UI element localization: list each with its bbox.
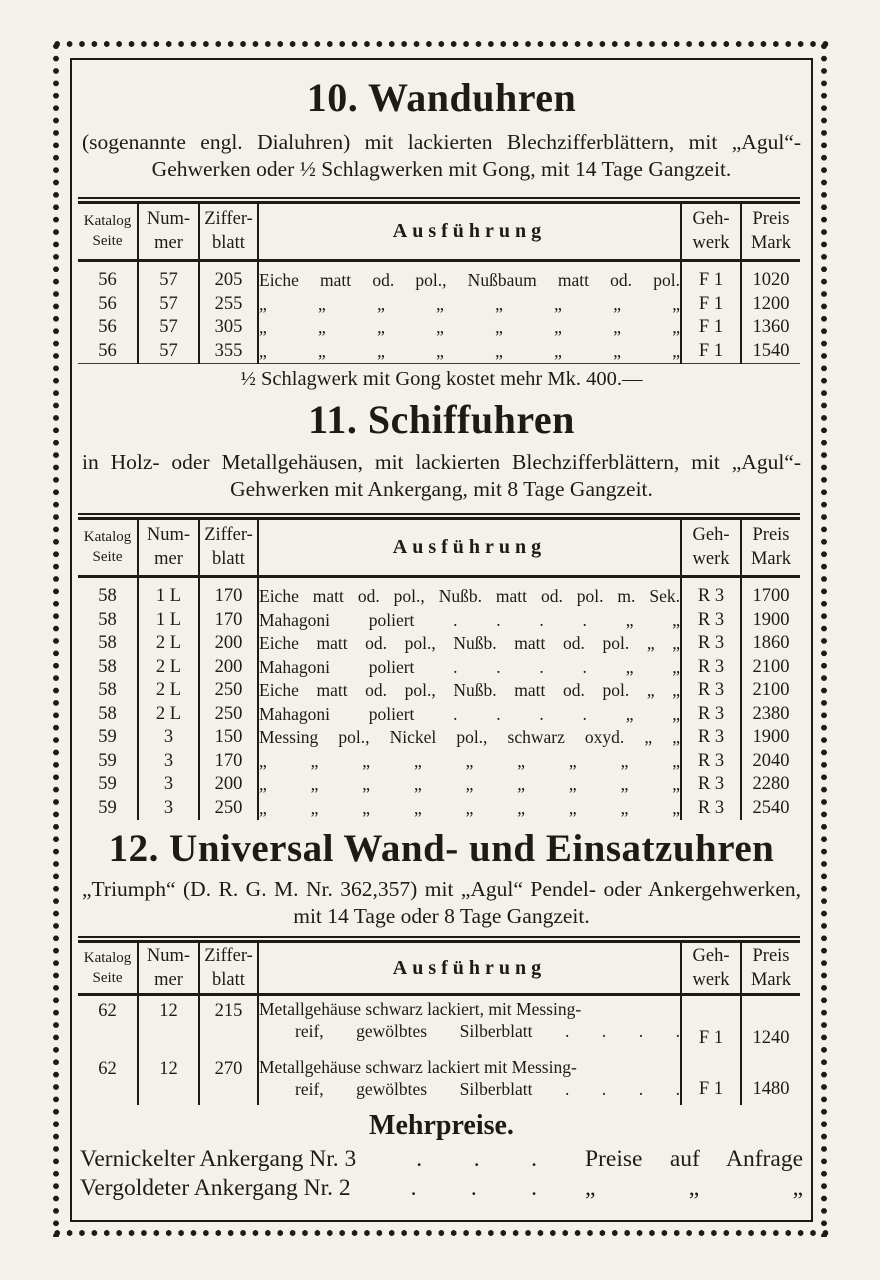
cell-preis-mark: 1860 — [741, 632, 800, 656]
section-11-intro: in Holz- oder Metallgehäusen, mit lackierten Blechzifferblättern, mit „Agul“-Gehwerken mit Ankergang, mit 8 Tage Gangzeit. — [82, 449, 801, 501]
cell-katalog-seite: 58 — [98, 656, 117, 677]
cell-katalog-seite: 58 — [98, 633, 117, 654]
cell-ausfuehrung — [258, 576, 681, 608]
cell-preis-mark: 1200 — [741, 292, 800, 316]
ausfuehrung-line: Metallgehäuse schwarz lackiert mit Messing- — [259, 1057, 577, 1078]
cell-gehwerk: R 3 — [681, 749, 741, 773]
table-row — [78, 655, 800, 679]
mehrpreise-line — [78, 1175, 805, 1201]
cell-nummer: 57 — [138, 292, 199, 316]
table-row — [78, 726, 800, 750]
col-header-gehwerk: Geh- werk — [681, 204, 741, 261]
cell-gehwerk: F 1 — [681, 260, 741, 292]
table-row — [78, 576, 800, 608]
cell-preis-mark: 1480 — [741, 1054, 800, 1105]
cell-nummer: 2 L — [138, 655, 199, 679]
cell-nummer: 1 L — [138, 608, 199, 632]
cell-zifferblatt: 170 — [199, 608, 258, 632]
cell-gehwerk: F 1 — [681, 292, 741, 316]
table-row — [78, 1054, 800, 1105]
cell-ausfuehrung — [258, 655, 681, 679]
cell-katalog-seite: 56 — [98, 293, 117, 314]
mehrpreise-line — [78, 1146, 805, 1172]
cell-preis-mark: 2280 — [741, 773, 800, 797]
table-row — [78, 339, 800, 363]
table-row — [78, 608, 800, 632]
cell-katalog-seite: 56 — [98, 317, 117, 338]
cell-zifferblatt: 355 — [199, 339, 258, 363]
cell-gehwerk: R 3 — [681, 702, 741, 726]
cell-nummer: 3 — [138, 773, 199, 797]
cell-ausfuehrung — [258, 726, 681, 750]
section-11-title: 11. Schiffuhren — [308, 396, 575, 442]
ausfuehrung-text: Eiche matt od. pol., Nußb. matt od. pol. m. Sek. — [259, 586, 680, 607]
cell-gehwerk: F 1 — [681, 316, 741, 340]
cell-ausfuehrung — [258, 316, 681, 340]
col-header-nummer: Num- mer — [138, 943, 199, 995]
cell-zifferblatt: 250 — [199, 796, 258, 820]
page-frame — [70, 58, 813, 1222]
col-header-preis-mark: Preis Mark — [741, 204, 800, 261]
table-row — [78, 292, 800, 316]
cell-nummer: 12 — [138, 995, 199, 1055]
cell-ausfuehrung — [258, 702, 681, 726]
cell-katalog-seite: 59 — [98, 797, 117, 818]
table-top-rule — [78, 513, 800, 520]
ausfuehrung-text: Mahagoni poliert . . . . „ „ — [259, 703, 680, 724]
ausfuehrung-text: „ „ „ „ „ „ „ „ „ — [259, 750, 680, 771]
section-10-title: 10. Wanduhren — [306, 75, 577, 120]
cell-gehwerk: R 3 — [681, 608, 741, 632]
ausfuehrung-line: reif, gewölbtes Silberblatt . . . . — [295, 1079, 680, 1100]
cell-gehwerk: R 3 — [681, 773, 741, 797]
cell-preis-mark: 2100 — [741, 655, 800, 679]
cell-katalog-seite: 56 — [98, 270, 117, 291]
col-header-preis-mark: Preis Mark — [741, 520, 800, 577]
section-10-intro: (sogenannte engl. Dialuhren) mit lackierten Blechzifferblättern, mit „Agul“-Gehwerken oder ½ Schlagwerken mit Gong, mit 14 Tage Gangzeit. — [82, 129, 801, 181]
col-header-ausfuehrung: Ausführung — [258, 520, 681, 577]
universaluhren-table — [78, 936, 800, 1105]
col-header-gehwerk: Geh- werk — [681, 943, 741, 995]
cell-gehwerk: R 3 — [681, 796, 741, 820]
table-row — [78, 749, 800, 773]
cell-katalog-seite: 62 — [98, 1001, 117, 1022]
col-header-ausfuehrung: Ausführung — [258, 943, 681, 995]
wanduhren-table-note: ½ Schlagwerk mit Gong kostet mehr Mk. 400.— — [240, 367, 643, 390]
cell-ausfuehrung — [258, 260, 681, 292]
dot-leader: . . . — [416, 1146, 537, 1173]
cell-katalog-seite: 58 — [98, 680, 117, 701]
cell-gehwerk: R 3 — [681, 655, 741, 679]
cell-nummer: 2 L — [138, 679, 199, 703]
cell-katalog-seite: 59 — [98, 774, 117, 795]
col-header-nummer: Num- mer — [138, 204, 199, 261]
cell-katalog-seite: 58 — [98, 703, 117, 724]
cell-preis-mark: 1240 — [741, 995, 800, 1055]
cell-katalog-seite: 56 — [98, 340, 117, 361]
cell-katalog-seite: 62 — [98, 1059, 117, 1080]
table-row — [78, 796, 800, 820]
cell-zifferblatt: 255 — [199, 292, 258, 316]
cell-nummer: 57 — [138, 316, 199, 340]
cell-preis-mark: 2100 — [741, 679, 800, 703]
cell-nummer: 3 — [138, 749, 199, 773]
cell-gehwerk: F 1 — [681, 1054, 741, 1105]
ausfuehrung-text: „ „ „ „ „ „ „ „ „ — [259, 774, 680, 795]
col-header-zifferblatt: Ziffer- blatt — [199, 943, 258, 995]
cell-nummer: 1 L — [138, 576, 199, 608]
ausfuehrung-text: „ „ „ „ „ „ „ „ „ — [259, 797, 680, 818]
dotted-border-bottom — [51, 1229, 831, 1237]
col-header-katalog-seite: Katalog Seite — [78, 943, 138, 995]
cell-nummer: 57 — [138, 339, 199, 363]
table-header-row — [78, 520, 800, 577]
table-row — [78, 316, 800, 340]
col-header-zifferblatt: Ziffer- blatt — [199, 204, 258, 261]
cell-katalog-seite: 58 — [98, 586, 117, 607]
cell-gehwerk: R 3 — [681, 576, 741, 608]
ausfuehrung-text: Messing pol., Nickel pol., schwarz oxyd. „ „ — [259, 727, 680, 748]
cell-ausfuehrung — [258, 773, 681, 797]
mehrpreise-item-value: Preise auf Anfrage — [585, 1146, 803, 1173]
cell-nummer: 2 L — [138, 632, 199, 656]
section-12-intro: „Triumph“ (D. R. G. M. Nr. 362,357) mit „Agul“ Pendel- oder Ankergehwerken, mit 14 Tage oder 8 Tage Gangzeit. — [82, 876, 801, 928]
col-header-preis-mark: Preis Mark — [741, 943, 800, 995]
cell-gehwerk: F 1 — [681, 339, 741, 363]
table-header-row — [78, 204, 800, 261]
col-header-ausfuehrung: Ausführung — [258, 204, 681, 261]
cell-preis-mark: 1020 — [741, 260, 800, 292]
cell-zifferblatt: 200 — [199, 632, 258, 656]
col-header-zifferblatt: Ziffer- blatt — [199, 520, 258, 577]
col-header-katalog-seite: Katalog Seite — [78, 520, 138, 577]
cell-nummer: 12 — [138, 1054, 199, 1105]
col-header-katalog-seite: Katalog Seite — [78, 204, 138, 261]
schiffuhren-table — [78, 513, 800, 820]
mehrpreise-title: Mehrpreise. — [369, 1110, 514, 1142]
dotted-border-top — [51, 40, 831, 48]
cell-preis-mark: 2540 — [741, 796, 800, 820]
cell-ausfuehrung — [258, 339, 681, 363]
ausfuehrung-text: Mahagoni poliert . . . . „ „ — [259, 656, 680, 677]
section-12-title: 12. Universal Wand- und Einsatzuhren — [108, 826, 775, 870]
table-header-row — [78, 943, 800, 995]
table-top-rule — [78, 936, 800, 943]
ausfuehrung-text: „ „ „ „ „ „ „ „ — [259, 317, 680, 338]
ausfuehrung-text: „ „ „ „ „ „ „ „ — [259, 293, 680, 314]
cell-nummer: 57 — [138, 260, 199, 292]
cell-zifferblatt: 170 — [199, 749, 258, 773]
dot-leader: . . . — [410, 1175, 537, 1202]
ausfuehrung-text: Eiche matt od. pol., Nußbaum matt od. pol. — [259, 270, 680, 291]
cell-preis-mark: 1360 — [741, 316, 800, 340]
cell-katalog-seite: 58 — [98, 609, 117, 630]
ausfuehrung-text: „ „ „ „ „ „ „ „ — [259, 340, 680, 361]
col-header-gehwerk: Geh- werk — [681, 520, 741, 577]
cell-zifferblatt: 200 — [199, 773, 258, 797]
cell-preis-mark: 2040 — [741, 749, 800, 773]
cell-zifferblatt: 215 — [199, 995, 258, 1055]
table-row — [78, 632, 800, 656]
wanduhren-table — [78, 197, 800, 364]
cell-ausfuehrung — [258, 608, 681, 632]
table-row — [78, 260, 800, 292]
ausfuehrung-text: Mahagoni poliert . . . . „ „ — [259, 609, 680, 630]
cell-ausfuehrung — [258, 995, 681, 1055]
ausfuehrung-text: Eiche matt od. pol., Nußb. matt od. pol. „ „ — [259, 680, 680, 701]
cell-katalog-seite: 59 — [98, 727, 117, 748]
table-row — [78, 679, 800, 703]
cell-preis-mark: 1900 — [741, 608, 800, 632]
cell-preis-mark: 1540 — [741, 339, 800, 363]
cell-gehwerk: F 1 — [681, 995, 741, 1055]
cell-katalog-seite: 59 — [98, 750, 117, 771]
cell-zifferblatt: 205 — [199, 260, 258, 292]
table-row — [78, 773, 800, 797]
cell-ausfuehrung — [258, 796, 681, 820]
cell-nummer: 2 L — [138, 702, 199, 726]
dotted-border-right — [820, 40, 828, 1237]
cell-preis-mark: 2380 — [741, 702, 800, 726]
cell-ausfuehrung — [258, 1054, 681, 1105]
table-row — [78, 702, 800, 726]
dotted-border-left — [52, 40, 60, 1237]
cell-ausfuehrung — [258, 679, 681, 703]
cell-ausfuehrung — [258, 749, 681, 773]
cell-zifferblatt: 270 — [199, 1054, 258, 1105]
cell-nummer: 3 — [138, 796, 199, 820]
cell-zifferblatt: 170 — [199, 576, 258, 608]
ausfuehrung-line: Metallgehäuse schwarz lackiert, mit Messing- — [259, 999, 582, 1020]
col-header-nummer: Num- mer — [138, 520, 199, 577]
cell-ausfuehrung — [258, 292, 681, 316]
cell-nummer: 3 — [138, 726, 199, 750]
cell-gehwerk: R 3 — [681, 726, 741, 750]
cell-zifferblatt: 250 — [199, 679, 258, 703]
cell-zifferblatt: 200 — [199, 655, 258, 679]
mehrpreise-item-label: Vernickelter Ankergang Nr. 3 — [80, 1146, 357, 1173]
cell-preis-mark: 1700 — [741, 576, 800, 608]
cell-zifferblatt: 305 — [199, 316, 258, 340]
cell-preis-mark: 1900 — [741, 726, 800, 750]
cell-ausfuehrung — [258, 632, 681, 656]
cell-zifferblatt: 150 — [199, 726, 258, 750]
mehrpreise-item-label: Vergoldeter Ankergang Nr. 2 — [80, 1175, 351, 1202]
cell-gehwerk: R 3 — [681, 679, 741, 703]
table-top-rule — [78, 197, 800, 204]
cell-zifferblatt: 250 — [199, 702, 258, 726]
ausfuehrung-line: reif, gewölbtes Silberblatt . . . . — [295, 1021, 680, 1042]
mehrpreise-item-value: „ „ „ — [585, 1175, 803, 1202]
ausfuehrung-text: Eiche matt od. pol., Nußb. matt od. pol. „ „ — [259, 633, 680, 654]
table-row — [78, 995, 800, 1055]
cell-gehwerk: R 3 — [681, 632, 741, 656]
